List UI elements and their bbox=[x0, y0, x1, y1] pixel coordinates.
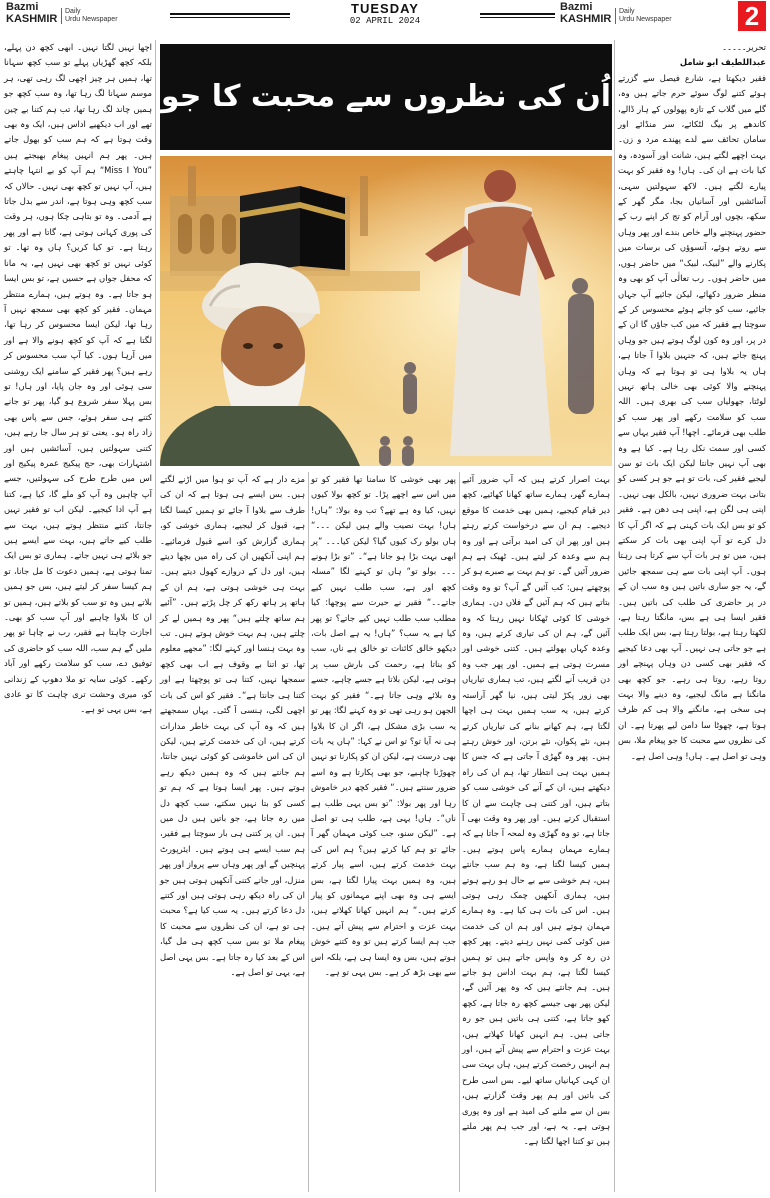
page-header bbox=[0, 0, 770, 34]
column-right bbox=[618, 40, 766, 1192]
column-text: فقیر دیکھتا ہے، شارع فیصل سے گزرتے ہوئے کتنے لوگ سوئے حرم جاتے ہیں وہ، گلے میں گلاب کے تازہ پھولوں کے ہار ڈالے، کاندھے پر بیگ لٹکائے، سر منڈائے اور سامان تحائف سے لدے پھندے مرد و زن۔ بہت اچھے لگتے ہیں، شانت اور آسودہ، وہ کیا بات ہے ان کی۔ ہاں! وہ فقیر کو بہت پیارے لگتے ہیں۔ لاکھ سہولتیں سہی، آسائشیں اور آسانیاں بجا، مگر گھر کے سکھ، بچوں اور آرام کو تج کر اپنے رب کے حضور پہنچنے والے خاص بندے اور پھر وہاں سے روتے ہوئے، آنسوؤں کی برسات میں پکارنے والے ”لبیک، لبیک“ میں حاضر ہوں، میں حاضر ہوں۔ رب تعالٰی آپ کو بھی وہ منظر ضرور دکھائے، لیکن جائیے آپ جہاں جائیے، سب کو جاتے ہوئے محسوس کر کے سوچتا ہے فقیر کہ میں کب جاؤں گا ان کے در پر، اور وہ کون لوگ ہوتے ہیں جو وہاں پہنچ جاتے ہیں، کہ جنہیں بلاوا آ جاتا ہے، ہاں یہ بلاوا ہی تو ہوتا ہے کہ وہاں پہنچنے والا کوئی بھی خالی ہاتھ نہیں لوٹتا، جھولیاں سب کی بھری ہیں۔ اللہ سب کو سلامت رکھے اور پھر سب کو طلب بھی فرمائے۔ اچھا! آپ فقیر یہاں سے کسی اور سمت نکل رہا ہے۔ کیا ہے وہ بھی آپ نہیں جانتا لیکن ایک بات تو سن لیجیے فقیر کی، بات تو ہے جو ہر کسی کو بتانی بہت ضروری نہیں، بالکل بھی نہیں۔ اپنی ہی لگن ہے، اپنی ہی دھن ہے۔ فقیر کو تو بس ایک بات کہنی ہے کہ اگر آپ کا دل کرے تو آپ اپنی بھی بات کر سکتے ہیں، میں تو ہر بات آپ سے کرتا ہی رہتا ہوں۔ آپ اپنی بات سے ہی سمجھ جائیں گے، یہ جو ساری باتیں ہیں وہ سب ان کے در پر حاضری کی طلب کی باتیں ہیں۔ فقیر ایسا ہی ہے بس، مانگتا رہتا ہے، لکھتا رہتا ہے، بولتا رہتا ہے، بس ایک طلب ہے جو جاتی ہی نہیں۔ آپ بھی دعا کیجیے کہ فقیر بھی کسی دن وہاں پہنچے اور روتا رہے، روتا ہی رہے۔ جو کچھ بھی مانگنا ہے مانگ لیجیے، وہ دینے والا بہت ہی سخی ہے، مانگنے والا ہی کم ظرف ہوتا ہے، چھوٹا سا دامن لیے پھرتا ہے۔ ان کی نظروں سے محبت کا جو پیغام ملا، بس وہی تو اصل ہے۔ ہاں! وہی اصل ہے۔ bbox=[617, 72, 766, 761]
masthead-tag-bottom: Urdu Newspaper bbox=[619, 16, 672, 23]
masthead-tag-bottom: Urdu Newspaper bbox=[65, 16, 118, 23]
masthead-tag-top: Daily bbox=[619, 8, 635, 15]
masthead-right bbox=[560, 1, 672, 25]
issue-date-text: 02 APRIL 2024 bbox=[349, 16, 421, 26]
column-left bbox=[4, 40, 152, 1192]
column-divider bbox=[459, 472, 460, 1192]
column-middle-2 bbox=[311, 472, 456, 1192]
column-text: اچھا نہیں لگتا نہیں۔ ابھی کچھ دن پہلے، بلکہ کچھ گھڑیاں پہلے تو سب کچھ سہانا تھا، ہمیں ہر چیز اچھی لگ رہی تھی، ہر موسم سہانا لگ رہا تھا، وہ سب کچھ جو ہمیں چاند لگ رہا تھا، تب ہم کتنا بے چین تھے اور اب دیکھیے اداس ہیں، ایک وہ بھی وقت ہوتا ہے کہ ہم سب کو بھول جاتے ہیں۔ پھر ہم انہیں پیغام بھیجتے ہیں ”Miss I You“ ہم آپ کو بے انتہا چاہتے ہیں، آپ نہیں تو کچھ بھی نہیں۔ حالاں کہ سب کچھ وہی ہوتا ہے، اندر سے بدل جاتا ہے آدمی۔ وہ تو بتاہی چکا ہوں، ہر وقت کی پوری کہانی ہوتی ہے، گاتا ہے اور پھر رہتا ہے۔ تو کیا کریں؟ ہاں وہ تھا۔ تو کوئی نہیں تو کچھ بھی نہیں ہے، یہ مانا کہ محفل جواں ہے حسیں ہے، تو بس ایسا ہو جاتا ہے۔ وہ ہوتے ہیں، ہمارے منتظر مہمان۔ فقیر کو کچھ بھی سمجھ نہیں آ رہا تھا، لیکن ایسا محسوس کر رہا تھا، لگتا ہے کہ آپ کو کچھ ہونے والا ہے اور میں آرہا ہوں۔ کیا آپ سب محسوس کر رہے ہیں؟ پھر فقیر کے سامنے ایک روشنی سی ہوئی اور وہ جان پایا، اور ہاں! تو بس پہلا سفر شروع ہو گیا، پھر تو جانے کتنے ہی سفر ہوئے، جس سے پاس بھی زاد راہ ہو۔ یعنی تو ہر سال جا رہے ہیں، کتنی سہولتیں ہیں، آسائشیں ہیں اور اشتہارات بھی، حج پیکیج عمرہ پیکیج اور اس میں طرح طرح کی سہولتیں، جسے آپ چاہیں وہ آپ کو ملے گا، کیا ہے، کتنا ہے آپ ادا کیجیے۔ لیکن اب تو فقیر نہیں جانتا، کتنے منتظر ہوتے ہیں، بہت سے طلب کیے جاتے ہیں، بہت سے ایسے ہیں جو بلائے ہی نہیں جاتے۔ ہماری تو بس ایک تمنا ہوتی ہے، ہمیں دعوت کا مل جانا، تو ہم کیسا سفر کر لیتے ہیں، بس جو ہمیں بلاتے ہیں وہ تو سب کو بلاتے ہیں، ہمیں تو ان کا بلاوا چاہیے اور آپ سب کو بھی۔ اجازت چاہتا ہے فقیر، رب نے چاہا تو پھر ملیں گے ہم سب، اللہ سب کو حاضری کی توفیق دے، سب کو سلامت رکھے اور آباد رکھے۔ کوئی سایہ تو ملا دھوپ کے زندانی کو، میری وحشت تری چاہت کا تو عادی ہے، بس یہی تو ہے۔ bbox=[4, 42, 152, 715]
header-rule bbox=[480, 17, 555, 18]
masthead-left bbox=[6, 1, 118, 25]
masthead-tag-top: Daily bbox=[65, 8, 81, 15]
headline: اُن کی نظروں سے محبت کا جو bbox=[160, 44, 612, 150]
column-text: مزے دار ہے کہ آپ تو ہوا میں اڑنے لگتے ہیں۔ بس ایسے ہی ہوتا ہے کہ ان کی طرف سے بلاوا آ جائے تو ہمیں کیسا لگتا ہے، قبول کر لیجیے، ہماری خوشی کو، ہماری گزارش کو، اسے قبول فرمائیے۔ ہم اپنی آنکھیں ان کی راہ میں بچھا دیتے ہیں، اور دل کے دروازے کھول دیتے ہیں۔ بہت ہی خوشی ہوتی ہے، ہم ان کے ہاتھ پر ہاتھ رکھ کر چل پڑتے ہیں۔ ”آئیے ہم ساتھ چلتے ہیں“ پھر وہ ہمیں لے کر چلتے ہیں، ہم بہت خوش ہوتے ہیں۔ تب وہ بہت ہنسا اور کہنے لگا: ”مجھے معلوم تھا، تو اتنا بے وقوف ہے اب بھی کچھ سمجھا نہیں، کتنا ہی تو پوچھتا ہے اور کتنا ہی جانتا ہے“۔ فقیر کو اس کی بات اچھی لگی، ہنسی آ گئی۔ یہاں سمجھتے ہیں کہ وہ آپ کی بہت خاطر مدارات کرتے ہیں، ان کی خدمت کرتے ہیں، لیکن ان کی اس خاموشی کو کوئی نہیں جانتا، ہم جانتے ہیں کہ وہ ہمیں دیکھ رہے ہوتے ہیں۔ پھر ایسا ہوتا ہے کہ ہم تو کسی کو بتا نہیں سکتے، سب کچھ دل میں رہ جاتا ہے، جو باتیں ہیں دل میں ہیں۔ ان پر کتنی ہی بار سوچتا ہے فقیر، ہم سب ایسے ہی ہوتے ہیں۔ ایئرپورٹ پہنچیں گے اور پھر وہاں سے پرواز اور پھر منزل، اور جانے کتنی آنکھیں ہوتی ہیں جو ان کی راہ دیکھ رہی ہوتی ہیں اور کتنے دل دعا کرتے ہیں۔ یہ سب کیا ہے؟ محبت ہی تو ہے، ان کی نظروں سے محبت کا پیغام ملا تو بس سب کچھ ہی مل گیا، اس کے بعد کیا رہ جاتا ہے۔ بس یہی اصل ہے، یہی تو اصل ہے۔ bbox=[160, 474, 305, 977]
kaaba-illustration bbox=[240, 186, 345, 274]
masthead-name-bottom: KASHMIR bbox=[560, 13, 612, 25]
masthead-name-top: Bazmi bbox=[6, 1, 39, 13]
masthead-name-top: Bazmi bbox=[560, 1, 593, 13]
page-number: 2 bbox=[738, 1, 766, 31]
column-divider bbox=[614, 40, 615, 1192]
masthead-name-bottom: KASHMIR bbox=[6, 13, 58, 25]
column-text: پھر بھی خوشی کا سامنا تھا فقیر کو تو میں اس سے اچھے پڑا۔ تو کچھ بولا کیوں نہیں، کیا وہ ہے تھے؟ تب وہ بولا: ”ہاں! ہاں! بہت نصیب والے ہیں لیکن ۔۔۔“ ہاں بولو رک کیوں گیا؟ لیکن کیا۔۔۔ ”پر ابھی بہت بڑا ہو جانا ہے“۔ ”تو بڑا ہونے ۔۔۔ بولو تو“ ہاں تو کہنے لگا ”مسلہ کچھ اور ہے، سب طلب نہیں کیے جاتے۔۔“ فقیر نے حیرت سے پوچھا: کیا مطلب سب طلب نہیں کیے جاتے؟ تو پھر کیا ہے یہ سب؟ ”ہاں! یہ ہے اصل بات، دیکھو خالق کائنات تو خالق ہے ناں، سب کو بناتا ہے، رحمت کی بارش سب پر ہوتی ہے، لیکن بلاتا ہے جسے چاہے، جسے وہ بلائے وہی جاتا ہے۔“ فقیر کو بہت الجھن ہو رہی تھی تو وہ کہنے لگا: پھر تو یہ سب بڑی مشکل ہے، اگر ان کا بلاوا ہی نہ آیا تو؟ تو اس نے کہا: ”ہاں یہ بات بھی درست ہے، لیکن ان کو پکارنا تو نہیں چھوڑنا چاہیے، جو بھی پکارتا ہے وہ اسے ضرور سنتے ہیں۔“ فقیر کچھ دیر خاموش رہا اور پھر بولا: ”تو بس یہی طلب ہے ناں“۔ ہاں! یہی ہے، طلب ہی تو اصل ہے۔ ”لیکن سنو، جب کوئی مہمان گھر آ جائے تو ہم کیا کرتے ہیں؟ ہم اس کی بہت خدمت کرتے ہیں، اسے پیار کرتے ہیں، وہ ہمیں بہت پیارا لگتا ہے، بس ایسے ہی وہ بھی اپنے مہمانوں کو پیار کرتے ہیں۔“ ہم انہیں کھانا کھلاتے ہیں، بہت عزت و احترام سے پیش آتے ہیں۔ جب ہم ایسا کرتے ہیں تو وہ کتنے خوش ہوتے ہیں، بس وہ ایسا ہی ہے، بلکہ اس سے بھی بڑھ کر ہے۔ بس یہی تو ہے۔ bbox=[311, 474, 456, 977]
column-divider bbox=[155, 40, 156, 1192]
issue-day: TUESDAY bbox=[351, 1, 419, 16]
header-rule bbox=[170, 17, 290, 18]
masthead-tagline bbox=[615, 8, 689, 24]
article-photo bbox=[160, 156, 612, 466]
issue-date bbox=[300, 1, 470, 26]
column-middle-3 bbox=[160, 472, 305, 1192]
masthead-tagline bbox=[61, 8, 135, 24]
column-middle-1 bbox=[462, 472, 610, 1192]
column-text: بہت اصرار کرتے ہیں کہ آپ ضرور آئیے ہمارے گھر، ہمارے ساتھ کھانا کھائیے، کچھ دیر قیام کیجیے، ہمیں بھی خدمت کا موقع دیجیے۔ ہم ان سے درخواست کرتے رہتے ہیں اور پھر ان کی امید برآتی ہے اور وہ ہم سے وعدہ کر لیتے ہیں۔ ٹھیک ہے ہم ضرور آئیں گے۔ تو ہم بہت بے صبرے ہو کر پوچھتے ہیں: کب آئیں گے آپ؟ تو وہ وقت بتاتے ہیں کہ ہم آئیں گے فلاں دن۔ ہماری خوشی کا کوئی ٹھکانا نہیں رہتا کہ وہ آئیں گے، ہم ان کی تیاری کرتے ہیں، وہ وعدہ کہاں بھولتے ہیں۔ کتنی خوشی اور مسرت ہوتی ہے ہمیں۔ اور پھر جب وہ دن قریب آنے لگتے ہیں، تب ہماری تیاریاں بھی زور پکڑ لیتی ہیں، نیا گھر آراستہ کرتے ہیں، یہ سب ہمیں بہت ہی اچھا لگتا ہے، ہم کھانے بنانے کی تیاریاں کرتے ہیں، نئے پکوان، نئے برتن، اور خوش رہتے ہیں۔ پھر وہ گھڑی آ جاتی ہے کہ جس کا ہمیں بہت ہی انتظار تھا، ہم ان کی راہ دیکھتے ہیں، ان کے آنے کی خوشی سب کو بتاتے ہیں، اور کتنی ہی چاہت سے ان کا استقبال کرتے ہیں۔ اور پھر وہ وقت بھی آ جاتا ہے، تو وہ گھڑی وہ لمحہ آ جاتا ہے کہ ہمارے مہمان ہمارے پاس ہوتے ہیں۔ ہمیں کیسا لگتا ہے، وہ ہم سب جانتے ہیں، ہم خوشی سے بے حال ہو رہے ہوتے ہیں، ہماری آنکھیں چمک رہی ہوتی ہیں۔ اس کی بات ہی کیا ہے۔ وہ ہمارے مہمان ہوتے ہیں اور ہم ان کی خدمت میں کوئی کمی نہیں رہنے دیتے۔ پھر کچھ دن رہ کر وہ واپس جاتے ہیں تو ہمیں کیسا لگتا ہے، ہم بہت اداس ہو جاتے ہیں۔ ہم جانتے ہیں کہ وہ پھر آئیں گے، لیکن پھر بھی جیسے کچھ رہ جاتا ہے، کچھ کھو جاتا ہے، کتنی ہی باتیں ہیں جو رہ جاتی ہیں۔ ہم انہیں کھانا کھلاتے ہیں، بہت عزت و احترام سے پیش آتے ہیں، اور ہم انہیں رخصت کرتے ہیں، ہاں بہت سی ان کہی کہانیاں ساتھ لیے۔ بس اسی طرح کی باتیں اور ہم پھر وقت گزارتے ہیں، بس ان سے ملنے کی امید ہے اور وہ پوری ہوتی ہے۔ یہ ہے، اور جب ہم پھر ملتے ہیں تو کتنا اچھا لگتا ہے۔ bbox=[462, 474, 610, 1147]
column-divider bbox=[308, 472, 309, 1192]
header-rule bbox=[170, 13, 290, 15]
header-rule bbox=[480, 13, 555, 15]
byline-author: عبداللطیف ابو شامل bbox=[679, 57, 766, 68]
byline-label: تحریر۔۔۔۔۔ bbox=[722, 42, 766, 52]
